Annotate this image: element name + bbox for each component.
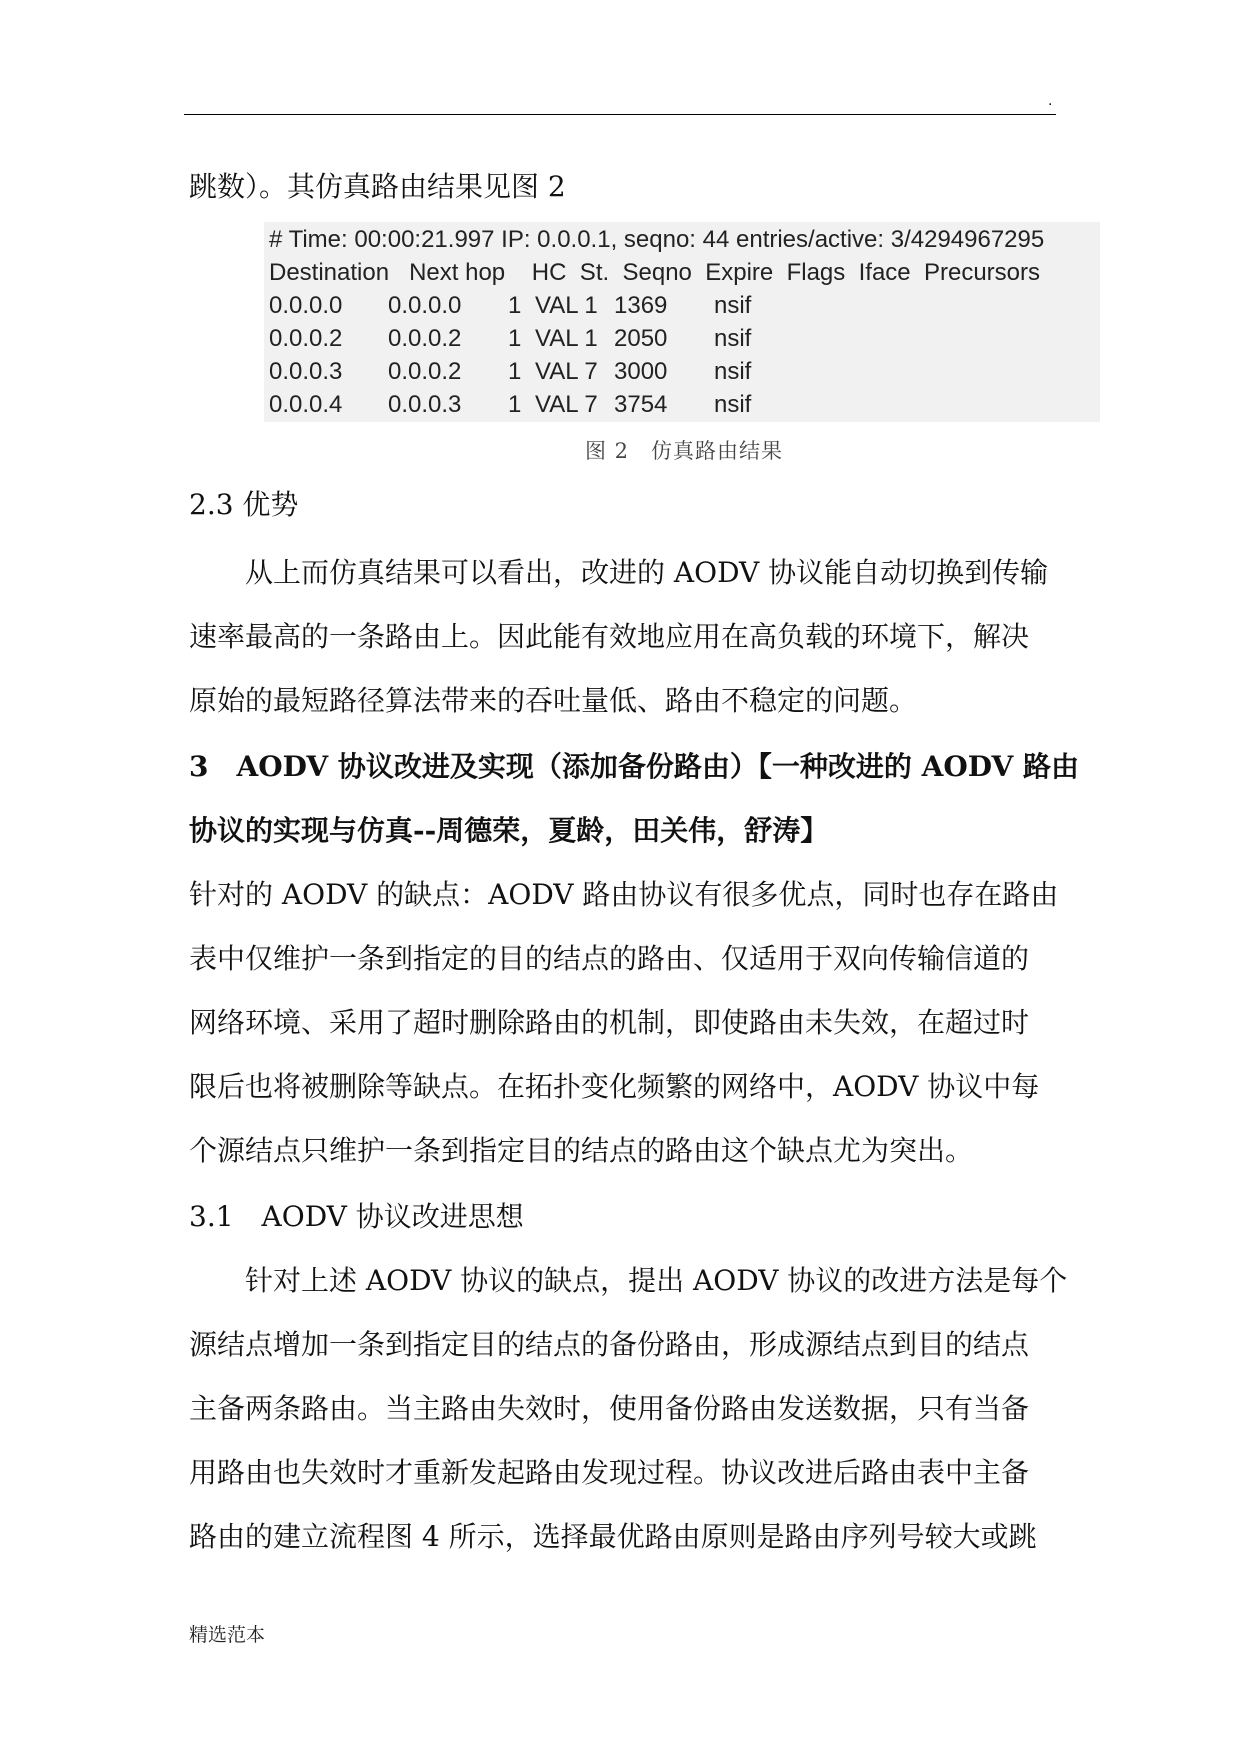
paragraph-line: 主备两条路由。当主路由失效时，使用备份路由发送数据，只有当备: [189, 1392, 1030, 1425]
paragraph-line: 源结点增加一条到指定目的结点的备份路由，形成源结点到目的结点: [189, 1328, 1030, 1361]
row-next-hop: 0.0.0.0: [388, 292, 462, 319]
paragraph-line: 速率最高的一条路由上。因此能有效地应用在高负载的环境下，解决: [189, 620, 1030, 653]
row-next-hop: 0.0.0.2: [388, 358, 462, 385]
paragraph-line: 网络环境、采用了超时删除路由的机制，即使路由未失效，在超过时: [189, 1006, 1030, 1039]
row-destination: 0.0.0.0: [269, 292, 343, 319]
row-destination: 0.0.0.4: [269, 391, 343, 418]
row-status: VAL 1: [535, 325, 598, 352]
section-heading-3: 3 AODV 协议改进及实现（添加备份路由）【一种改进的 AODV 路由: [189, 750, 1079, 783]
row-hc: 1: [508, 358, 522, 385]
paragraph-line: 针对的 AODV 的缺点：AODV 路由协议有很多优点，同时也存在路由: [189, 878, 1059, 911]
paragraph-line: 用路由也失效时才重新发起路由发现过程。协议改进后路由表中主备: [189, 1456, 1030, 1489]
figure-caption: 图 2 仿真路由结果: [585, 439, 784, 463]
row-destination: 0.0.0.3: [269, 358, 343, 385]
row-next-hop: 0.0.0.2: [388, 325, 462, 352]
row-seqno: 2050: [614, 325, 668, 352]
row-seqno: 1369: [614, 292, 668, 319]
row-status: VAL 7: [535, 391, 598, 418]
paragraph-line: 针对上述 AODV 协议的缺点，提出 AODV 协议的改进方法是每个: [245, 1264, 1068, 1297]
row-destination: 0.0.0.2: [269, 325, 343, 352]
paragraph-line: 路由的建立流程图 4 所示，选择最优路由原则是路由序列号较大或跳: [189, 1520, 1037, 1553]
intro-line: 跳数）。其仿真路由结果见图 2: [189, 170, 566, 203]
section-heading-3-continued: 协议的实现与仿真--周德荣，夏龄，田关伟，舒涛】: [189, 814, 829, 847]
row-hc: 1: [508, 391, 522, 418]
paragraph-line: 表中仅维护一条到指定的目的结点的路由、仅适用于双向传输信道的: [189, 942, 1030, 975]
section-heading-2-3: 2.3 优势: [189, 488, 299, 521]
header-rule: [184, 114, 1056, 115]
row-iface: nsif: [714, 358, 752, 385]
paragraph-line: 原始的最短路径算法带来的吞吐量低、路由不稳定的问题。: [189, 684, 918, 717]
header-mark: .: [1048, 92, 1053, 109]
paragraph-line: 限后也将被删除等缺点。在拓扑变化频繁的网络中，AODV 协议中每: [189, 1070, 1040, 1103]
row-hc: 1: [508, 292, 522, 319]
row-seqno: 3754: [614, 391, 668, 418]
row-status: VAL 1: [535, 292, 598, 319]
row-status: VAL 7: [535, 358, 598, 385]
paragraph-line: 个源结点只维护一条到指定目的结点的路由这个缺点尤为突出。: [189, 1134, 974, 1167]
paragraph-line: 从上而仿真结果可以看出，改进的 AODV 协议能自动切换到传输: [245, 556, 1049, 589]
footer-text: 精选范本: [189, 1624, 266, 1646]
figure-status-line: # Time: 00:00:21.997 IP: 0.0.0.1, seqno: 44 entries/active: 3/4294967295: [269, 226, 1045, 253]
row-hc: 1: [508, 325, 522, 352]
section-heading-3-1: 3.1 AODV 协议改进思想: [189, 1200, 524, 1233]
routing-table-figure: [264, 222, 1100, 422]
row-iface: nsif: [714, 391, 752, 418]
row-seqno: 3000: [614, 358, 668, 385]
row-iface: nsif: [714, 292, 752, 319]
row-next-hop: 0.0.0.3: [388, 391, 462, 418]
row-iface: nsif: [714, 325, 752, 352]
figure-columns-line: Destination Next hop HC St. Seqno Expire Flags Iface Precursors: [269, 259, 1040, 286]
